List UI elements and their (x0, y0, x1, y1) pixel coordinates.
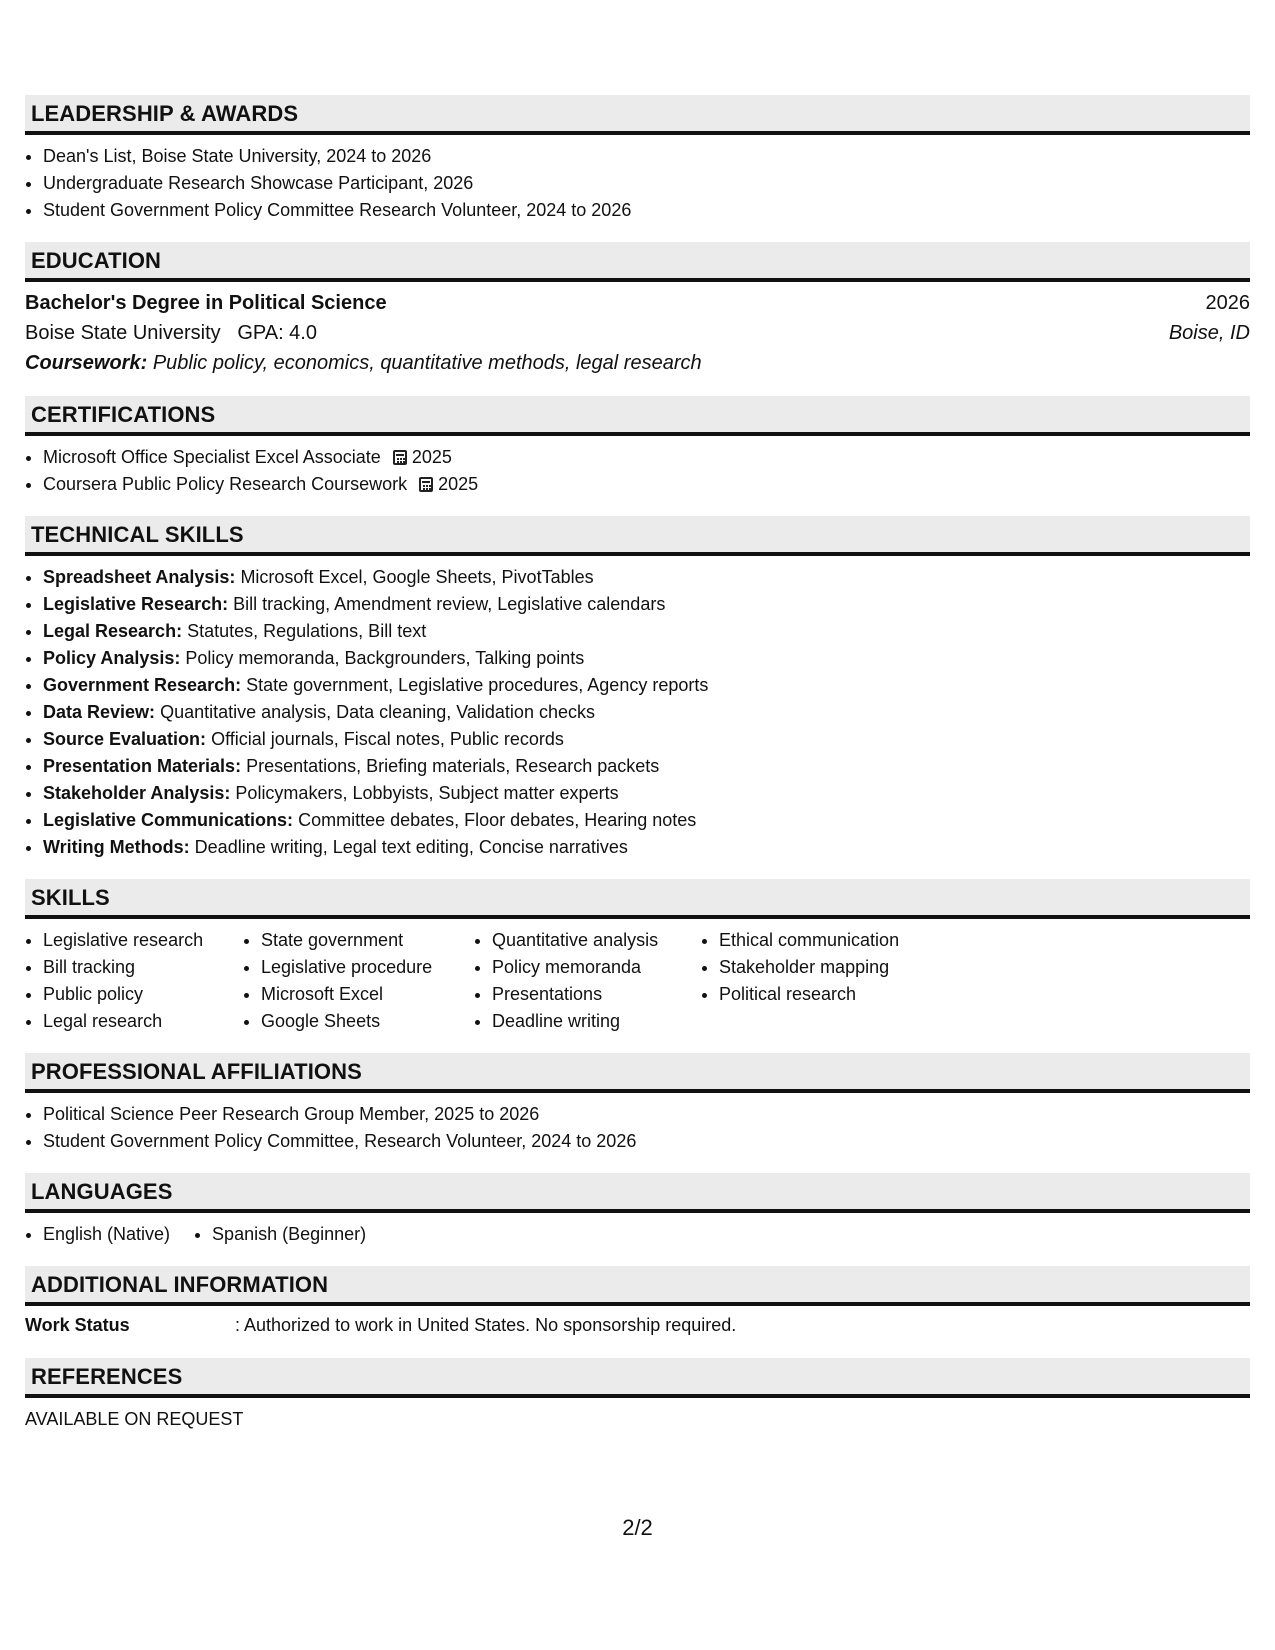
section-affiliations (25, 1053, 1250, 1155)
list-item: • Undergraduate Research Showcase Participant, 2026 (43, 170, 1250, 197)
graduation-year: 2026 (1205, 292, 1250, 314)
list-item (43, 618, 1250, 645)
section-education (25, 242, 1250, 378)
skill-values: State government, Legislative procedures, Agency reports (246, 675, 709, 695)
skill-category: Legislative Research: (43, 594, 229, 614)
list-item: • Presentations (492, 981, 701, 1008)
skill-category: Policy Analysis: (43, 648, 181, 668)
skill-category: Legislative Communications: (43, 810, 294, 830)
list-item (43, 807, 1250, 834)
certification-year: 2025 (438, 474, 479, 494)
list-item: • Legislative procedure (261, 954, 474, 981)
skill-category: Government Research: (43, 675, 242, 695)
list-item: • Bill tracking (43, 954, 243, 981)
list-item: • Student Government Policy Committee Research Volunteer, 2024 to 2026 (43, 197, 1250, 224)
section-heading: CERTIFICATIONS (25, 396, 1250, 436)
list-item: • Dean's List, Boise State University, 2024 to 2026 (43, 143, 1250, 170)
skill-category: Writing Methods: (43, 837, 190, 857)
school-location: Boise, ID (1168, 322, 1250, 344)
list-item: • Legislative research (43, 927, 243, 954)
section-heading: LANGUAGES (25, 1173, 1250, 1213)
list-item: • Microsoft Excel (261, 981, 474, 1008)
skill-values: Policy memoranda, Backgrounders, Talking points (185, 648, 585, 668)
section-heading: EDUCATION (25, 242, 1250, 282)
education-coursework-row (25, 348, 1250, 378)
section-leadership (25, 95, 1250, 224)
work-status-label: Work Status (25, 1315, 130, 1335)
list-item (43, 444, 1250, 471)
list-item: • Quantitative analysis (492, 927, 701, 954)
list-item: • Public policy (43, 981, 243, 1008)
section-heading: SKILLS (25, 879, 1250, 919)
section-technical-skills (25, 516, 1250, 861)
skills-column (701, 927, 949, 1035)
list-item: • Political research (719, 981, 949, 1008)
skills-column (474, 927, 701, 1035)
list-item: • Spanish (Beginner) (212, 1221, 366, 1248)
skill-category: Spreadsheet Analysis: (43, 567, 236, 587)
certification-name: Coursera Public Policy Research Coursework (43, 474, 408, 494)
references-text: AVAILABLE ON REQUEST (25, 1409, 244, 1429)
list-item: • Deadline writing (492, 1008, 701, 1035)
section-heading: LEADERSHIP & AWARDS (25, 95, 1250, 135)
section-additional-info (25, 1266, 1250, 1340)
skills-column (243, 927, 474, 1035)
list-item: • Ethical communication (719, 927, 949, 954)
list-item (43, 564, 1250, 591)
list-item (43, 726, 1250, 753)
skills-column (25, 927, 243, 1035)
list-item (43, 672, 1250, 699)
education-degree-row (25, 288, 1250, 318)
calendar-icon (419, 477, 433, 492)
languages-list (25, 1221, 1250, 1248)
list-item: • Legal research (43, 1008, 243, 1035)
list-item (43, 780, 1250, 807)
skill-values: Quantitative analysis, Data cleaning, Validation checks (160, 702, 595, 722)
section-languages (25, 1173, 1250, 1248)
list-item: • Policy memoranda (492, 954, 701, 981)
skill-category: Source Evaluation: (43, 729, 207, 749)
list-item: • Stakeholder mapping (719, 954, 949, 981)
skill-values: Policymakers, Lobbyists, Subject matter experts (235, 783, 619, 803)
skill-category: Data Review: (43, 702, 156, 722)
list-item (43, 753, 1250, 780)
skill-category: Presentation Materials: (43, 756, 242, 776)
technical-skills-list (25, 564, 1250, 861)
certification-name: Microsoft Office Specialist Excel Associate (43, 447, 381, 467)
leadership-list (25, 143, 1250, 224)
skills-grid (25, 927, 1250, 1035)
work-status-value: : Authorized to work in United States. No sponsorship required. (235, 1315, 737, 1335)
school-name: Boise State University (25, 322, 221, 344)
calendar-icon (393, 450, 407, 465)
skill-category: Stakeholder Analysis: (43, 783, 231, 803)
coursework-label: Coursework: (25, 352, 148, 374)
section-heading: REFERENCES (25, 1358, 1250, 1398)
list-item (43, 834, 1250, 861)
list-item: • English (Native) (43, 1221, 170, 1248)
list-item: • Political Science Peer Research Group Member, 2025 to 2026 (43, 1101, 1250, 1128)
skill-values: Committee debates, Floor debates, Hearing notes (298, 810, 697, 830)
section-heading: ADDITIONAL INFORMATION (25, 1266, 1250, 1306)
section-skills (25, 879, 1250, 1035)
list-item (43, 471, 1250, 498)
education-school-row (25, 318, 1250, 348)
page-number: 2/2 (622, 1515, 653, 1540)
affiliations-list (25, 1101, 1250, 1155)
list-item: • Student Government Policy Committee, Research Volunteer, 2024 to 2026 (43, 1128, 1250, 1155)
resume-page (25, 95, 1250, 1452)
skill-values: Presentations, Briefing materials, Research packets (246, 756, 660, 776)
list-item (43, 591, 1250, 618)
section-heading: PROFESSIONAL AFFILIATIONS (25, 1053, 1250, 1093)
skill-category: Legal Research: (43, 621, 183, 641)
gpa: GPA: 4.0 (237, 322, 317, 344)
degree-title: Bachelor's Degree in Political Science (25, 292, 387, 314)
certification-year: 2025 (411, 447, 452, 467)
work-status-row (25, 1310, 1250, 1340)
skill-values: Deadline writing, Legal text editing, Concise narratives (194, 837, 628, 857)
section-heading: TECHNICAL SKILLS (25, 516, 1250, 556)
skill-values: Bill tracking, Amendment review, Legislative calendars (233, 594, 666, 614)
list-item (43, 699, 1250, 726)
section-certifications (25, 396, 1250, 498)
skill-values: Official journals, Fiscal notes, Public records (211, 729, 564, 749)
list-item (43, 645, 1250, 672)
certifications-list (25, 444, 1250, 498)
list-item: • State government (261, 927, 474, 954)
skill-values: Microsoft Excel, Google Sheets, PivotTables (240, 567, 594, 587)
list-item: • Google Sheets (261, 1008, 474, 1035)
skill-values: Statutes, Regulations, Bill text (187, 621, 427, 641)
coursework-text: Public policy, economics, quantitative methods, legal research (152, 352, 702, 374)
section-references (25, 1358, 1250, 1434)
